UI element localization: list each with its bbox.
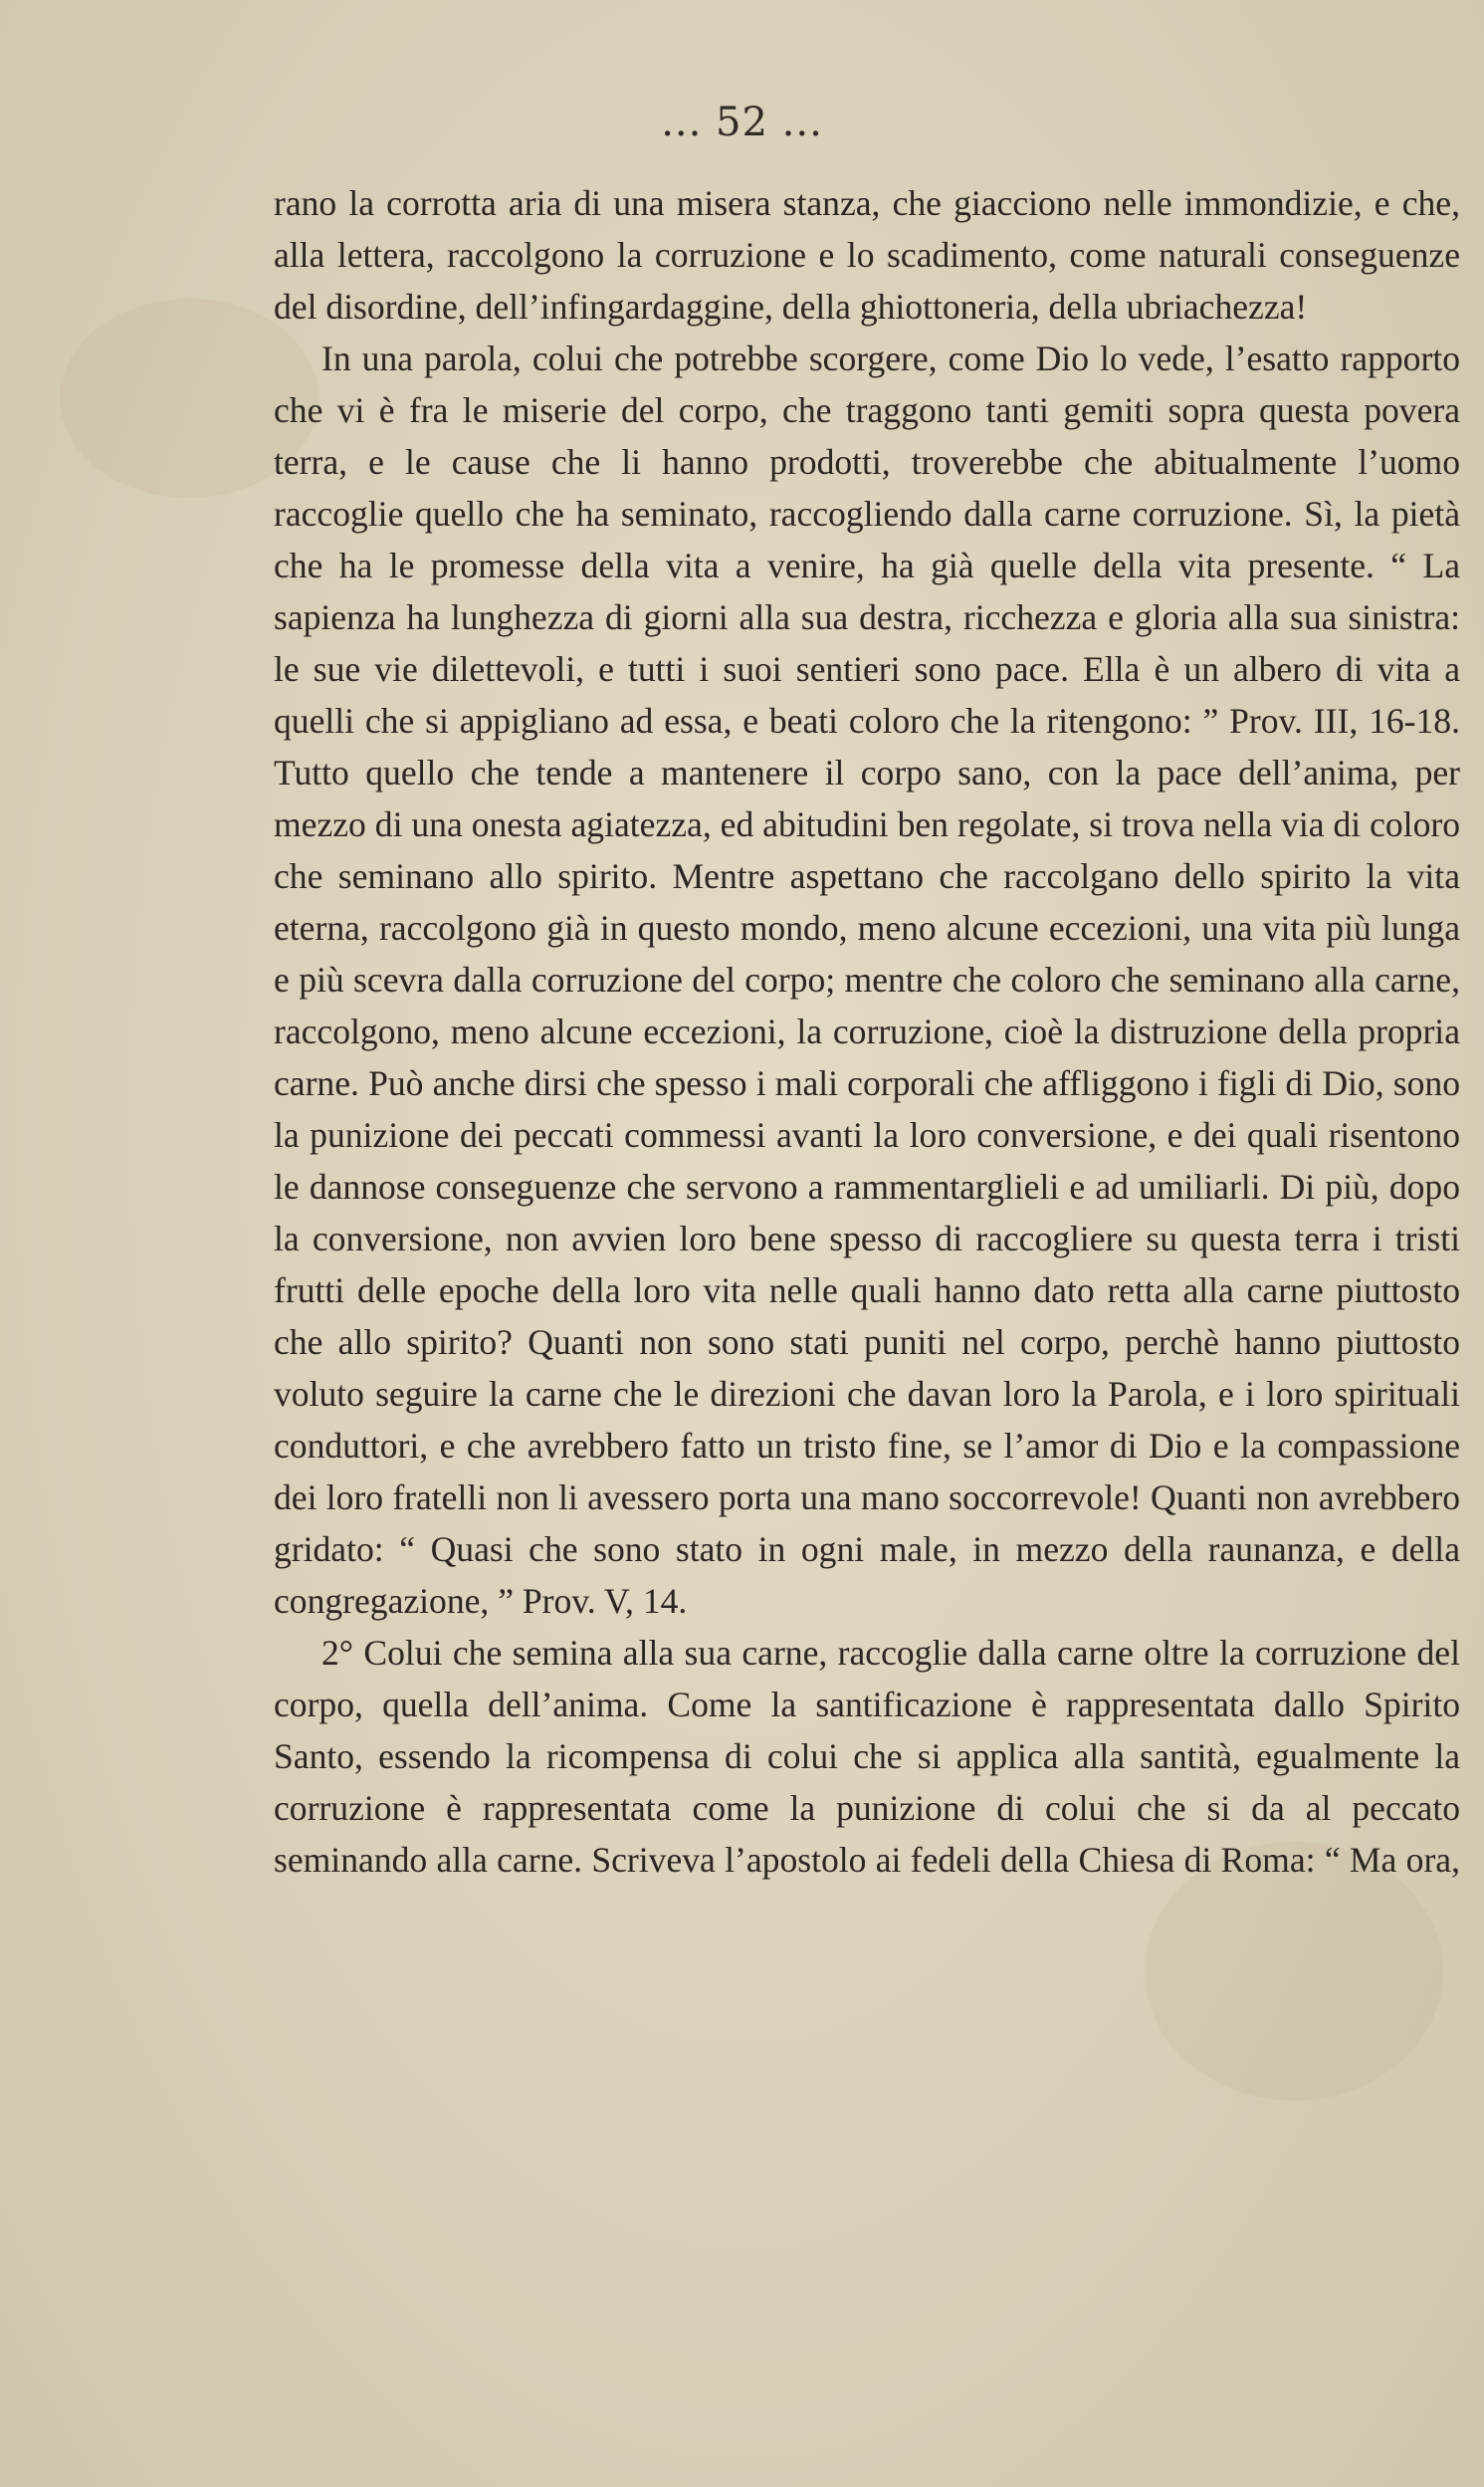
paragraph: rano la corrotta aria di una misera stanza, che giacciono nelle immondizie, e che, alla lettera, raccolgono la corruzione e lo scadimento, come naturali conseguenze del disordine, dell’infingardaggine, della ghiottoneria, della ubriachezza! [274,183,1460,327]
body-text [274,177,1460,1886]
paragraph: 2° Colui che semina alla sua carne, raccoglie dalla carne oltre la corruzione del corpo, quella dell’anima. Come la santificazione è rappresentata dallo Spirito Santo, essendo la ricompensa di colui che si applica alla santità, egualmente la corruzione è rappresentata come la punizione di colui che si da al peccato seminando alla carne. Scriveva l’apostolo ai fedeli della Chiesa di Roma: “ Ma ora, [274,1633,1460,1880]
paragraph: In una parola, colui che potrebbe scorgere, come Dio lo vede, l’esatto rapporto che vi è fra le miserie del corpo, che traggono tanti gemiti sopra questa povera terra, e le cause che li hanno prodotti, troverebbe che abitualmente l’uomo raccoglie quello che ha seminato, raccogliendo dalla carne corruzione. Sì, la pietà che ha le promesse della vita a venire, ha già quelle della vita presente. “ La sapienza ha lunghezza di giorni alla sua destra, ricchezza e gloria alla sua sinistra: le sue vie dilettevoli, e tutti i suoi sentieri sono pace. Ella è un albero di vita a quelli che si appigliano ad essa, e beati coloro che la ritengono: ” Prov. III, 16-18. Tutto quello che tende a mantenere il corpo sano, con la pace dell’anima, per mezzo di una onesta agiatezza, ed abitudini ben regolate, si trova nella via di coloro che seminano allo spirito. Mentre aspettano che raccolgano dello spirito la vita eterna, raccolgono già in questo mondo, meno alcune eccezioni, una vita più lunga e più scevra dalla corruzione del corpo; mentre che coloro che seminano alla carne, raccolgono, meno alcune eccezioni, la corruzione, cioè la distruzione della propria carne. Può anche dirsi che spesso i mali corporali che affliggono i figli di Dio, sono la punizione dei peccati commessi avanti la loro conversione, e dei quali risentono le dannose conseguenze che servono a rammentarglieli e ad umiliarli. Di più, dopo la conversione, non avvien loro bene spesso di raccogliere su questa terra i tristi frutti delle epoche della loro vita nelle quali hanno dato retta alla carne piuttosto che allo spirito? Quanti non sono stati puniti nel corpo, perchè hanno piuttosto voluto seguire la carne che le direzioni che davan loro la Parola, e i loro spirituali conduttori, e che avrebbero fatto un tristo fine, se l’amor di Dio e la compassione dei loro fratelli non li avessero porta una mano soccorrevole! Quanti non avrebbero gridato: “ Quasi che sono stato in ogni male, in mezzo della raunanza, e della congregazione, ” Prov. V, 14. [274,339,1460,1621]
page-number: ... 52 ... [661,100,823,145]
